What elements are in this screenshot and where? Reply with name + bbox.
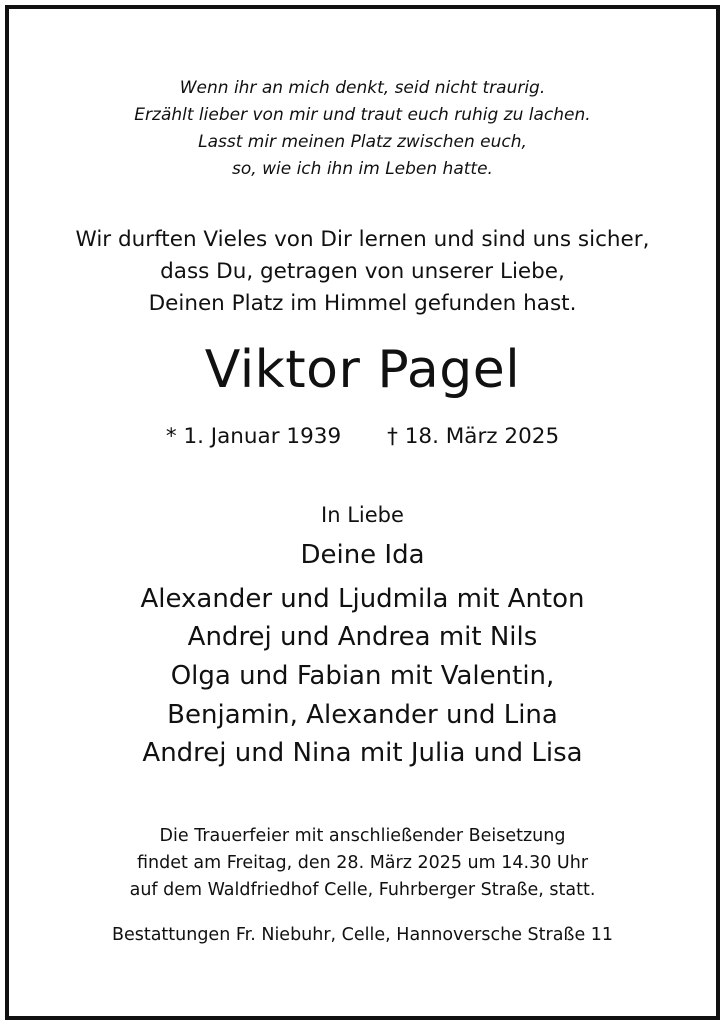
life-dates [0,424,725,449]
intro-line: Wir durften Vieles von Dir lernen und sind uns sicher, [75,227,650,252]
birth-date: * 1. Januar 1939 [165,424,342,449]
poem-line: Erzählt lieber von mir und traut euch ruhig zu lachen. [134,105,591,125]
death-date: † 18. März 2025 [387,424,560,449]
family-line: Benjamin, Alexander und Lina [167,700,558,730]
deceased-name: Viktor Pagel [204,340,521,400]
family-line: Andrej und Nina mit Julia und Lisa [142,738,583,768]
family-line: Deine Ida [300,540,425,570]
poem-line: so, wie ich ihn im Leben hatte. [232,159,493,179]
poem-line: Wenn ihr an mich denkt, seid nicht traurig. [179,78,546,98]
closing-phrase: In Liebe [321,503,404,527]
family-line: Alexander und Ljudmila mit Anton [140,584,585,614]
poem-line: Lasst mir meinen Platz zwischen euch, [198,132,527,152]
family-line: Andrej und Andrea mit Nils [187,622,538,652]
intro-line: dass Du, getragen von unserer Liebe, [160,259,565,284]
service-line: findet am Freitag, den 28. März 2025 um 14.30 Uhr [136,853,589,873]
service-line: auf dem Waldfriedhof Celle, Fuhrberger Straße, statt. [129,880,596,900]
service-line: Die Trauerfeier mit anschließender Beisetzung [159,826,566,846]
undertaker-info: Bestattungen Fr. Niebuhr, Celle, Hannoversche Straße 11 [111,925,614,945]
intro-line: Deinen Platz im Himmel gefunden hast. [148,291,577,316]
family-line: Olga und Fabian mit Valentin, [170,661,555,691]
